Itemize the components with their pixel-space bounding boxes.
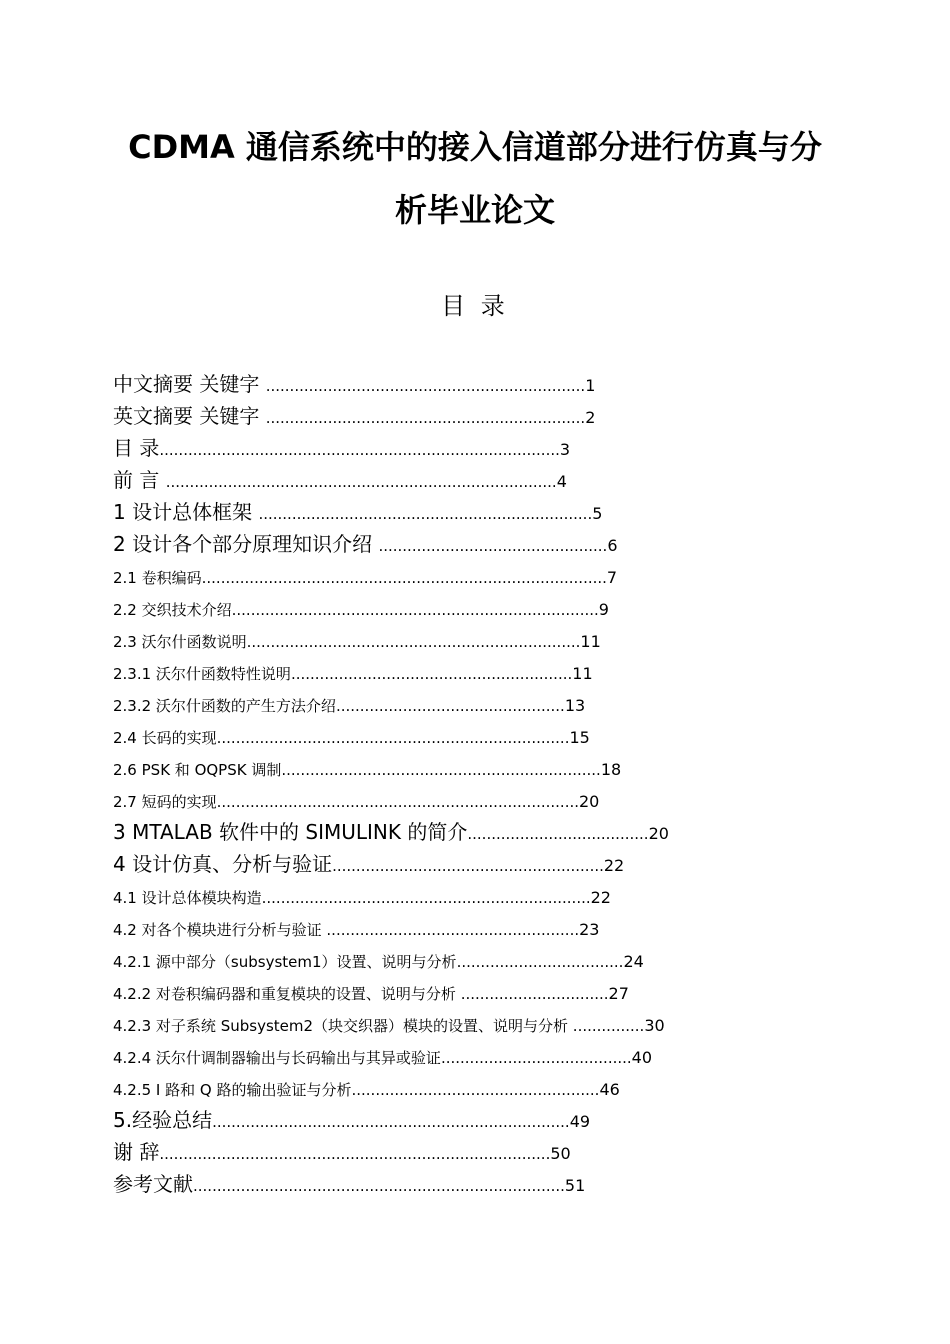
toc-entry-page: 50 (550, 1144, 571, 1163)
toc-entry (113, 1110, 590, 1132)
toc-entry-leader: ...................................................................... (246, 633, 581, 651)
toc-entry-page: 22 (603, 856, 625, 875)
toc-entry-leader: .................................................................................... (159, 441, 560, 459)
document-title-line-2: 析毕业论文 (394, 191, 555, 229)
toc-entry-label: 参考文献 (113, 1172, 193, 1196)
toc-entry-label: 2.3.2 沃尔什函数的产生方法介绍 (113, 697, 336, 715)
toc-entry-leader: ................................... (456, 953, 624, 971)
toc-entry-leader: ................................................................... (265, 409, 586, 427)
toc-entry (113, 664, 593, 684)
toc-entry-leader: ..................................................... (326, 921, 580, 939)
toc-entry-label: 4.2.2 对卷积编码器和重复模块的设置、说明与分析 (113, 985, 461, 1003)
toc-entry-page: 20 (648, 824, 669, 843)
toc-entry-label: 前 言 (113, 468, 166, 492)
toc-entry-label: 2.7 短码的实现 (113, 793, 217, 811)
toc-entry-label: 1 设计总体框架 (113, 500, 259, 524)
toc-entry-leader: ........................................................................... (212, 1113, 570, 1131)
toc-entry-leader: ............................... (460, 985, 609, 1003)
document-title-line-1: CDMA 通信系统中的接入信道部分进行仿真与分 (128, 128, 822, 166)
toc-entry-page: 51 (564, 1176, 586, 1195)
toc-entry (113, 952, 644, 972)
toc-entry-leader: .......................................................................... (216, 729, 570, 747)
toc-entry-leader: ........................................ (440, 1049, 632, 1067)
toc-entry (113, 1048, 652, 1068)
toc-entry-leader: .................................................................................. (159, 1145, 551, 1163)
toc-entry (113, 1174, 585, 1196)
toc-entry-page: 40 (631, 1048, 653, 1067)
toc-entry-leader: ...................................... (467, 825, 649, 843)
toc-entry (113, 760, 621, 780)
toc-entry-label: 2.1 卷积编码 (113, 569, 202, 587)
toc-entry-label: 5.经验总结 (113, 1108, 213, 1132)
toc-entry (113, 792, 599, 812)
toc-entry (113, 374, 595, 396)
toc-entry-label: 2 设计各个部分原理知识介绍 (113, 532, 379, 556)
toc-entry-page: 24 (623, 952, 644, 971)
toc-entry (113, 438, 570, 460)
toc-entry-label: 4.2.4 沃尔什调制器输出与长码输出与其异或验证 (113, 1049, 441, 1067)
toc-entry-page: 4 (556, 472, 567, 491)
toc-entry-label: 2.3 沃尔什函数说明 (113, 633, 247, 651)
toc-heading: 目 录 (441, 292, 509, 320)
toc-entry (113, 568, 617, 588)
toc-entry-leader: ................................................................... (281, 761, 601, 779)
toc-entry-label: 3 MTALAB 软件中的 SIMULINK 的简介 (113, 820, 468, 844)
toc-entry-label: 4.2.1 源中部分（subsystem1）设置、说明与分析 (113, 953, 457, 971)
toc-entry-leader: .............................................................................. (193, 1177, 565, 1195)
toc-entry-page: 7 (606, 568, 618, 587)
toc-entry-leader: ........................................................... (290, 665, 573, 683)
toc-entry-page: 27 (608, 984, 629, 1003)
toc-entry (113, 822, 669, 844)
toc-entry-leader: ................................................ (335, 697, 565, 715)
toc-entry-page: 23 (579, 920, 600, 939)
toc-entry-leader: ............... (572, 1017, 645, 1035)
toc-entry (113, 470, 567, 492)
toc-entry-page: 15 (569, 728, 590, 747)
toc-entry-page: 5 (592, 504, 603, 523)
toc-entry-leader: ............................................................................ (216, 793, 579, 811)
toc-entry-page: 1 (585, 376, 596, 395)
toc-entry-label: 2.2 交织技术介绍 (113, 601, 232, 619)
toc-entry-label: 英文摘要 关键字 (113, 404, 266, 428)
toc-entry-page: 18 (600, 760, 622, 779)
toc-entry (113, 534, 618, 556)
toc-entry-label: 4.2.5 I 路和 Q 路的输出验证与分析 (113, 1081, 352, 1099)
toc-entry (113, 984, 629, 1004)
toc-entry-page: 46 (599, 1080, 620, 1099)
toc-entry-page: 11 (580, 632, 601, 651)
toc-entry-label: 目 录 (113, 436, 160, 460)
toc-entry-page: 3 (559, 440, 571, 459)
toc-entry-page: 2 (585, 408, 596, 427)
toc-entry-label: 2.4 长码的实现 (113, 729, 217, 747)
toc-entry-leader: ................................................................... (265, 377, 586, 395)
toc-entry-label: 谢 辞 (113, 1140, 160, 1164)
toc-entry (113, 406, 595, 428)
toc-entry-leader: ...................................................................... (258, 505, 593, 523)
toc-entry-leader: ......................................................... (332, 857, 604, 875)
toc-entry-label: 4.2 对各个模块进行分析与验证 (113, 921, 327, 939)
toc-entry (113, 1142, 571, 1164)
toc-entry-label: 中文摘要 关键字 (113, 372, 266, 396)
toc-entry-page: 22 (590, 888, 611, 907)
toc-entry-leader: ............................................................................. (231, 601, 599, 619)
toc-entry-page: 30 (644, 1016, 665, 1035)
toc-entry-leader: ..................................................................... (261, 889, 591, 907)
toc-entry-page: 6 (607, 536, 618, 555)
toc-entry (113, 696, 585, 716)
toc-entry (113, 502, 602, 524)
toc-entry-leader: ................................................ (378, 537, 608, 555)
toc-entry (113, 854, 624, 876)
toc-entry-label: 2.3.1 沃尔什函数特性说明 (113, 665, 291, 683)
toc-entry (113, 1016, 665, 1036)
toc-entry (113, 728, 590, 748)
toc-entry-label: 4.2.3 对子系统 Subsystem2（块交织器）模块的设置、说明与分析 (113, 1017, 573, 1035)
toc-entry-leader: .................................................................................. (165, 473, 557, 491)
toc-entry-page: 9 (598, 600, 609, 619)
toc-entry-label: 4 设计仿真、分析与验证 (113, 852, 333, 876)
toc-entry (113, 632, 601, 652)
toc-entry (113, 920, 599, 940)
toc-entry-leader: ..................................................................................... (201, 569, 607, 587)
toc-entry-page: 49 (569, 1112, 591, 1131)
toc-entry (113, 1080, 620, 1100)
toc-entry-leader: .................................................... (351, 1081, 600, 1099)
toc-entry-page: 13 (564, 696, 586, 715)
toc-entry-page: 11 (572, 664, 593, 683)
toc-entry-label: 4.1 设计总体模块构造 (113, 889, 262, 907)
toc-entry-label: 2.6 PSK 和 OQPSK 调制 (113, 761, 282, 779)
toc-entry (113, 888, 611, 908)
toc-entry (113, 600, 609, 620)
toc-entry-page: 20 (579, 792, 600, 811)
